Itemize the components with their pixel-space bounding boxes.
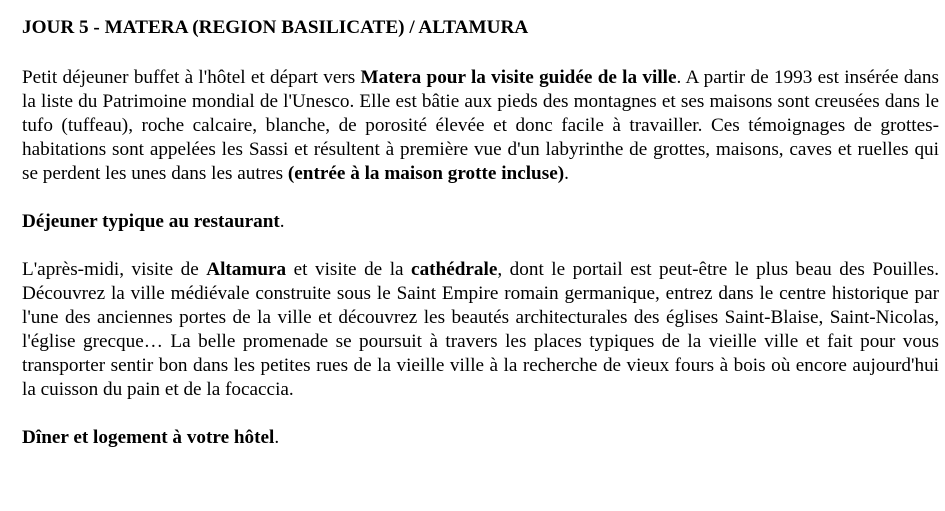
- paragraph-lunch-bold: Déjeuner typique au restaurant: [22, 211, 280, 232]
- paragraph-spacer: [22, 402, 939, 426]
- paragraph-altamura-text-2: et visite de la: [286, 259, 412, 280]
- paragraph-spacer: [22, 186, 939, 210]
- paragraph-matera-text-1: Petit déjeuner buffet à l'hôtel et départ vers: [22, 67, 361, 88]
- paragraph-matera-text-3: .: [564, 163, 569, 184]
- paragraph-spacer: [22, 234, 939, 258]
- paragraph-matera-bold-1: Matera pour la visite guidée de la ville: [360, 67, 677, 88]
- document-page: [22, 16, 939, 450]
- paragraph-matera-bold-2: (entrée à la maison grotte incluse): [287, 163, 565, 184]
- paragraph-altamura-text-3: , dont le portail est peut-être le plus beau des Pouilles. Découvrez la ville médiévale construite sous le Saint Empire romain germanique, entrez dans le centre historique par l'une des anciennes portes de la ville et découvrez les beautés architecturales des églises Saint-Blaise, Saint-Nicolas, l'église grecque… La belle promenade se poursuit à travers les places typiques de la vieille ville et fait pour vous transporter sentir bon dans les petites rues de la vieille ville à la recherche de vieux fours à bois où encore aujourd'hui la cuisson du pain et de la focaccia.: [22, 259, 939, 400]
- paragraph-altamura-text-1: L'après-midi, visite de: [22, 259, 207, 280]
- paragraph-altamura-bold-2: cathédrale: [411, 259, 498, 280]
- paragraph-matera: [22, 66, 939, 186]
- paragraph-altamura: [22, 258, 939, 402]
- paragraph-altamura-bold-1: Altamura: [206, 259, 287, 280]
- paragraph-lunch: [22, 210, 939, 234]
- paragraph-dinner-text: .: [274, 427, 280, 448]
- paragraph-dinner-bold: Dîner et logement à votre hôtel: [22, 427, 275, 448]
- paragraph-dinner: [22, 426, 939, 450]
- paragraph-lunch-text: .: [279, 211, 285, 232]
- paragraph-matera-text-2: . A partir de 1993 est insérée dans la liste du Patrimoine mondial de l'Unesco. Elle est bâtie aux pieds des montagnes et ses maisons sont creusées dans le tufo (tuffeau), roche calcaire, blanche, de porosité élevée et donc facile à travailler. Ces témoignages de grottes-habitations sont appelées les Sassi et résultent à première vue d'un labyrinthe de grottes, maisons, caves et ruelles qui se perdent les unes dans les autres: [22, 67, 939, 184]
- day-title: JOUR 5 - MATERA (REGION BASILICATE) / ALTAMURA: [22, 17, 529, 38]
